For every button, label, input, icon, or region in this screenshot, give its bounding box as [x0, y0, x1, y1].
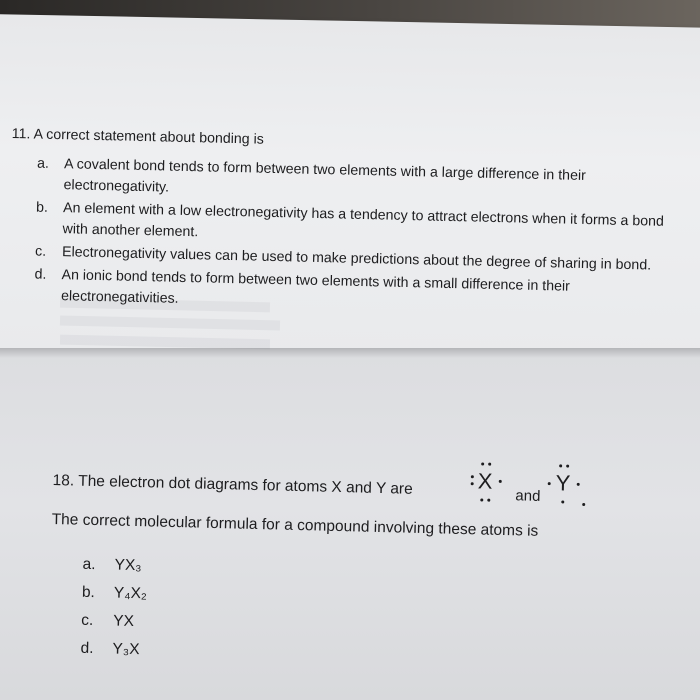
option-letter: a. [82, 555, 96, 574]
option-letter: a. [36, 155, 50, 172]
electron-dot [548, 482, 551, 485]
question-18-formula-prompt: The correct molecular formula for a compound involving these atoms is [51, 510, 539, 540]
sheet-edge-shadow [0, 348, 700, 358]
electron-dot [487, 499, 490, 502]
electron-dot [566, 465, 569, 468]
option-letter: b. [35, 199, 49, 216]
electron-dot [488, 463, 491, 466]
option-text: YX [113, 612, 135, 631]
option-letter: d. [80, 639, 94, 658]
electron-dot [471, 475, 474, 478]
atom-symbol-x: X [477, 468, 493, 494]
question-18-options [80, 551, 148, 665]
electron-dot [471, 482, 474, 485]
option-text: Y₄X₂ [113, 584, 148, 603]
option-text: Electronegativity values can be used to make predictions about the degree of sharing in bond. [61, 244, 652, 274]
option-text: An ionic bond tends to form between two elements with a small difference in their electronegativities. [60, 267, 571, 307]
option-letter: c. [81, 611, 94, 630]
option-text: A covalent bond tends to form between two elements with a large difference in their electronegativity. [63, 156, 586, 196]
option-text: An element with a low electronegativity has a tendency to attract electrons when it forms a bond with another element. [62, 200, 665, 241]
option-letter: d. [34, 266, 47, 283]
option-letter: c. [34, 243, 47, 260]
electron-dot [577, 483, 580, 486]
question-11-stem: 11. A correct statement about bonding is [11, 125, 265, 148]
option-letter: b. [81, 583, 96, 602]
question-18-option-c [81, 607, 147, 637]
electron-dot [499, 480, 502, 483]
electron-dot-diagram-x [466, 462, 507, 503]
question-18-stem: 18. The electron dot diagrams for atoms X and Y are [52, 471, 413, 498]
question-18-option-a [82, 551, 148, 581]
question-11 [8, 124, 700, 322]
question-18-option-d [80, 635, 146, 665]
and-connector: and [515, 487, 541, 505]
question-18-option-b [82, 579, 148, 609]
option-text: Y₃X [112, 640, 140, 659]
option-text: YX₃ [114, 556, 142, 575]
electron-dot [481, 462, 484, 465]
atom-symbol-y: Y [555, 470, 571, 496]
electron-dot [582, 503, 585, 506]
electron-dot [480, 498, 483, 501]
electron-dot [561, 500, 564, 503]
electron-dot [559, 464, 562, 467]
electron-dot-diagram-y [542, 464, 587, 509]
